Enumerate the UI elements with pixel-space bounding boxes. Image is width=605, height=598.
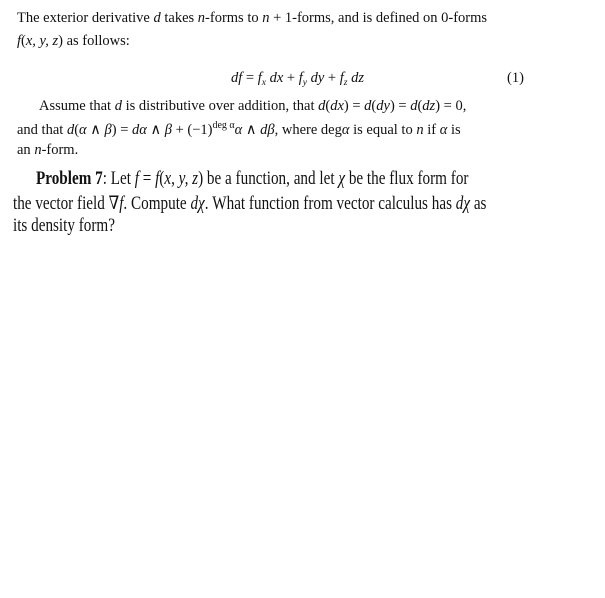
text: -form.: [41, 142, 79, 158]
text: The exterior derivative: [17, 10, 154, 26]
math: dy: [306, 70, 325, 86]
text: if: [423, 122, 440, 138]
text: is equal to: [349, 122, 417, 138]
text: be the flux form for: [345, 169, 469, 189]
problem-label: Problem 7: [36, 169, 103, 189]
text: (: [417, 98, 423, 114]
math: dα ∧ β: [132, 122, 172, 138]
math: dy: [376, 98, 390, 114]
equation-number: (1): [507, 70, 524, 86]
problem-line-2: [13, 193, 486, 215]
text: as follows:: [62, 33, 130, 49]
math: f: [119, 194, 124, 214]
text: +: [324, 70, 340, 86]
text: . Compute: [123, 194, 191, 214]
math: d: [410, 98, 418, 114]
math: α: [439, 122, 448, 138]
intro-line-2: [17, 33, 130, 50]
assume-line-1: [39, 98, 466, 115]
text: an: [17, 142, 35, 158]
text: (: [325, 98, 331, 114]
math: n: [416, 122, 424, 138]
math: n: [197, 10, 206, 26]
math: f: [17, 33, 22, 49]
math: d: [318, 98, 326, 114]
math: dχ: [455, 194, 471, 214]
superscript: deg α: [212, 120, 235, 131]
problem-line-1: [36, 169, 468, 190]
text: ) = 0,: [435, 98, 467, 114]
math: dx: [265, 70, 284, 86]
text: , where deg: [274, 122, 342, 138]
math: f: [298, 70, 303, 86]
math: dx: [330, 98, 344, 114]
text: + 1-forms, and is defined on 0-forms: [269, 10, 488, 26]
text: as: [470, 194, 487, 214]
text: and that: [17, 122, 67, 138]
text: ) =: [389, 98, 411, 114]
text: ): [58, 33, 63, 49]
text: (: [74, 122, 80, 138]
assume-line-3: [17, 142, 78, 159]
subscript: y: [302, 78, 307, 88]
math: α ∧ β: [79, 122, 112, 138]
text: takes: [160, 10, 198, 26]
subscript: x: [261, 78, 266, 88]
problem-line-3: [13, 216, 115, 237]
text: ) =: [111, 122, 132, 138]
text: . What function from vector calculus has: [204, 194, 456, 214]
subscript: z: [343, 78, 348, 88]
math: x, y, z: [25, 33, 59, 49]
math: n: [262, 10, 270, 26]
text: Assume that: [39, 98, 115, 114]
math: f: [134, 169, 139, 189]
text: the vector field ∇: [13, 194, 120, 214]
math: α: [341, 122, 350, 138]
text: (: [159, 169, 165, 189]
math: f: [339, 70, 344, 86]
text: is distributive over addition, that: [121, 98, 319, 114]
text: (: [371, 98, 377, 114]
text: : Let: [102, 169, 135, 189]
math: n: [34, 142, 42, 158]
math: f: [155, 169, 160, 189]
math: df: [231, 70, 243, 86]
text: (: [21, 33, 26, 49]
text: -forms to: [205, 10, 263, 26]
assume-line-2: [17, 120, 461, 139]
text: =: [138, 169, 156, 189]
math: f: [257, 70, 262, 86]
math: x, y, z: [164, 169, 199, 189]
text: ) =: [343, 98, 365, 114]
math: d: [66, 122, 75, 138]
text: + (−1): [171, 122, 213, 138]
text: ) be a function, and let: [198, 169, 339, 189]
math: α ∧ dβ: [234, 122, 275, 138]
math: χ: [338, 169, 346, 189]
math: d: [153, 10, 161, 26]
math: dχ: [190, 194, 205, 214]
math: dz: [347, 70, 364, 86]
text: =: [242, 70, 258, 86]
text: +: [283, 70, 299, 86]
math: d: [114, 98, 122, 114]
text: is: [447, 122, 461, 138]
text: its density form?: [13, 216, 115, 236]
math: d: [364, 98, 372, 114]
intro-line-1: [17, 10, 487, 27]
math: dz: [422, 98, 436, 114]
equation-1: [231, 70, 364, 88]
